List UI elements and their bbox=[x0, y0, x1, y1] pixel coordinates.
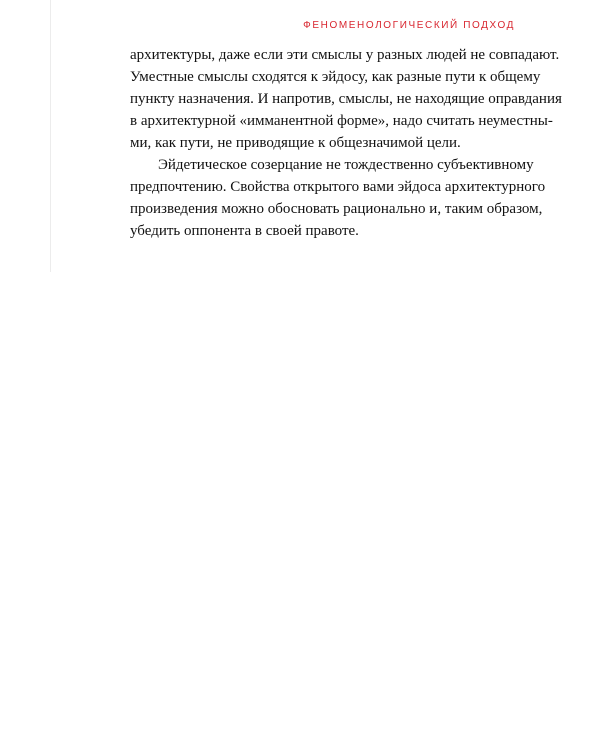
text-line: убедить оппонента в своей правоте. bbox=[130, 223, 359, 239]
text-line: произведения можно обосновать рационально и, таким образом, bbox=[130, 201, 543, 217]
body-text bbox=[130, 44, 562, 242]
text-line: Уместные смыслы сходятся к эйдосу, как разные пути к общему bbox=[130, 69, 541, 85]
text-line: ми, как пути, не приводящие к общезначимой цели. bbox=[130, 135, 461, 151]
paragraph-1 bbox=[130, 44, 562, 154]
text-line: Эйдетическое созерцание не тождественно субъективному bbox=[158, 157, 534, 173]
running-head: ФЕНОМЕНОЛОГИЧЕСКИЙ ПОДХОД bbox=[303, 20, 515, 31]
paragraph-2 bbox=[130, 154, 546, 242]
page-edge-line bbox=[50, 0, 51, 272]
text-line: в архитектурной «имманентной форме», надо считать неуместны- bbox=[130, 113, 553, 129]
text-line: пункту назначения. И напротив, смыслы, не находящие оправдания bbox=[130, 91, 562, 107]
text-line: архитектуры, даже если эти смыслы у разных людей не совпадают. bbox=[130, 47, 560, 63]
text-line: предпочтению. Свойства открытого вами эйдоса архитектурного bbox=[130, 179, 546, 195]
